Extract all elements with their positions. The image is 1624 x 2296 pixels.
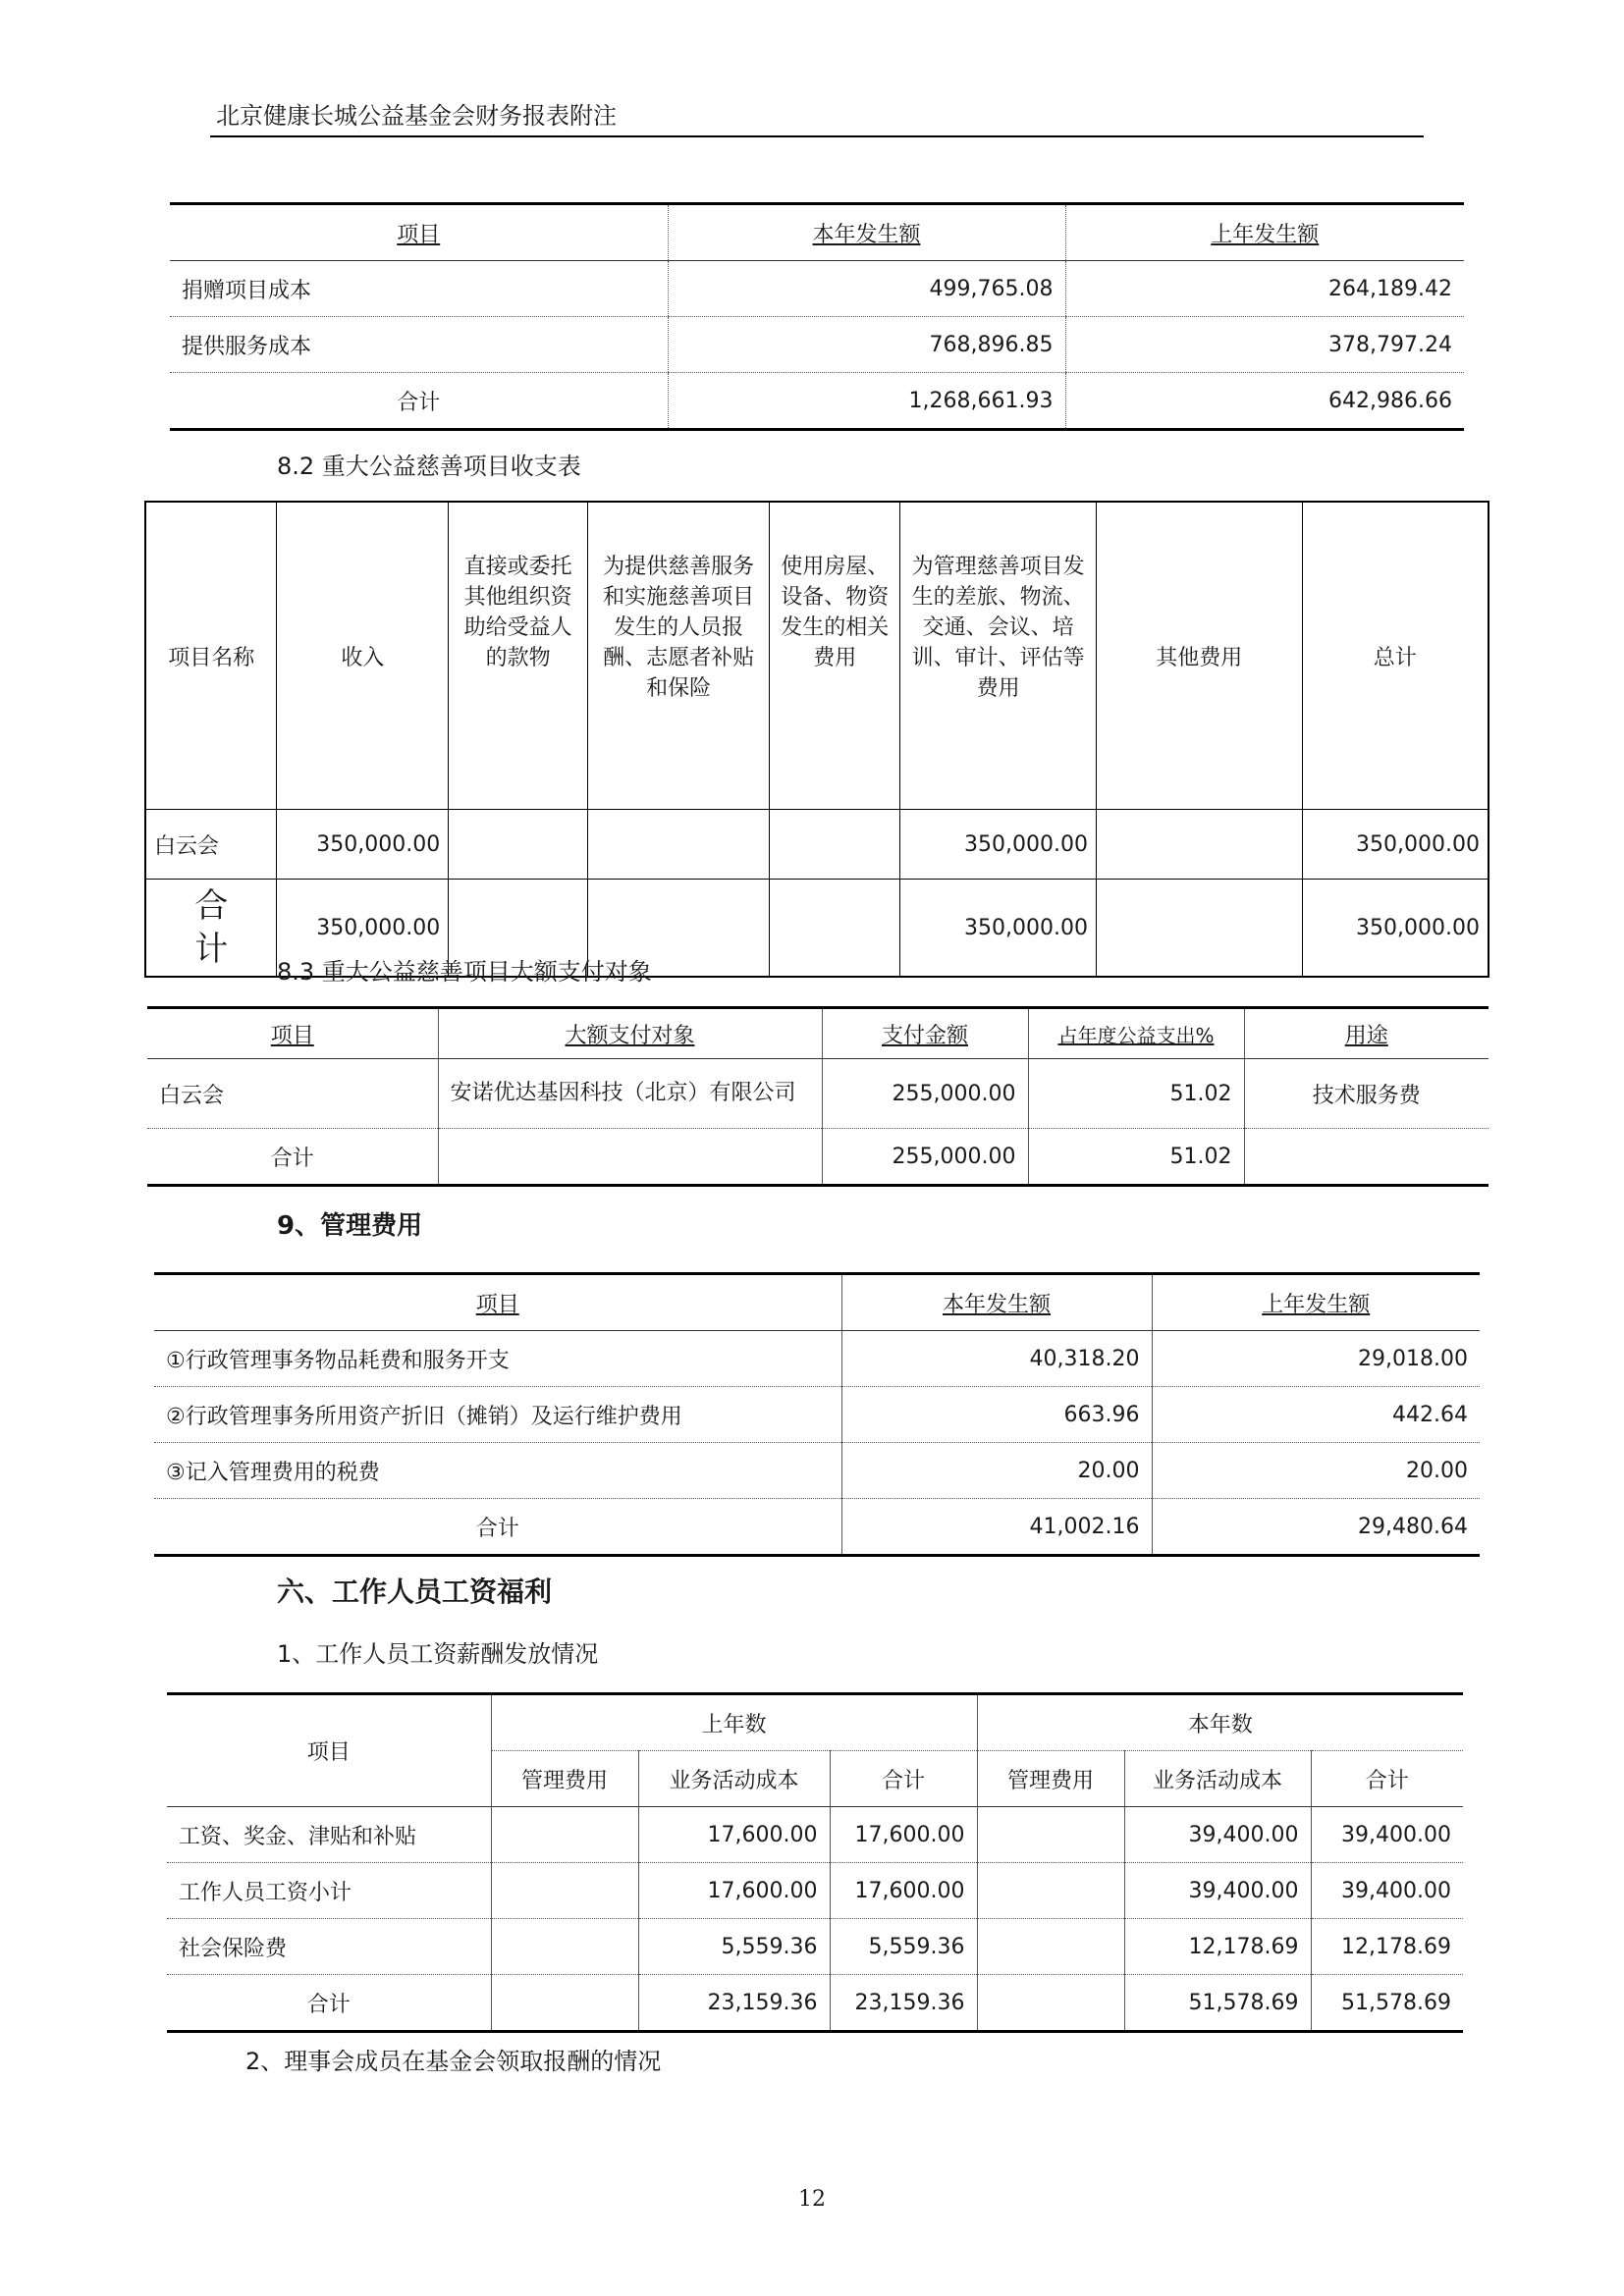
row-label: 合计 (306, 1992, 351, 2017)
current-amount: 1,268,661.93 (668, 373, 1065, 430)
section-heading: 8.3 重大公益慈善项目大额支付对象 (277, 958, 652, 986)
column-header: 占年度公益支出% (1028, 1008, 1244, 1059)
section-heading: 1、工作人员工资薪酬发放情况 (277, 1640, 599, 1668)
column-header: 上年发生额 (1152, 1274, 1480, 1331)
current-amount: 663.96 (841, 1387, 1152, 1443)
column-header: 项目名称 (145, 502, 277, 810)
table-header-row (170, 204, 1464, 261)
row-label: 合计 (270, 1146, 314, 1171)
charity-project-table (144, 501, 1489, 978)
payment-amount: 255,000.00 (822, 1059, 1028, 1129)
current-business: 51,578.69 (1124, 1975, 1311, 2032)
current-mgmt (977, 1975, 1124, 2032)
prior-mgmt (491, 1919, 638, 1975)
table-total-row (170, 373, 1464, 430)
column-header: 业务活动成本 (1124, 1751, 1311, 1807)
table-total-row (147, 1129, 1489, 1186)
column-header: 合计 (1311, 1751, 1463, 1807)
prior-mgmt (491, 1863, 638, 1919)
row-label: 合计 (194, 886, 229, 969)
prior-amount: 378,797.24 (1065, 317, 1464, 373)
income-amount: 350,000.00 (277, 810, 449, 880)
current-total: 39,400.00 (1311, 1863, 1463, 1919)
row-label: ②行政管理事务所用资产折旧（摊销）及运行维护费用 (154, 1387, 841, 1443)
table-header-row (145, 502, 1489, 810)
current-amount: 20.00 (841, 1443, 1152, 1499)
payment-amount: 255,000.00 (822, 1129, 1028, 1186)
section-heading: 2、理事会成员在基金会领取报酬的情况 (245, 2048, 662, 2075)
column-header: 用途 (1244, 1008, 1489, 1059)
column-header: 本年发生额 (668, 204, 1065, 261)
facility-cost-amount (770, 880, 900, 978)
column-header: 大额支付对象 (438, 1008, 822, 1059)
column-header: 上年发生额 (1065, 204, 1464, 261)
prior-total: 17,600.00 (830, 1807, 977, 1863)
document-header-title: 北京健康长城公益基金会财务报表附注 (216, 102, 617, 130)
table-row (147, 1059, 1489, 1129)
column-header: 支付金额 (822, 1008, 1028, 1059)
row-label: 提供服务成本 (170, 317, 668, 373)
table-row (167, 1863, 1463, 1919)
table-total-row (154, 1499, 1480, 1556)
column-header: 合计 (830, 1751, 977, 1807)
admin-cost-amount: 350,000.00 (900, 810, 1097, 880)
current-amount: 768,896.85 (668, 317, 1065, 373)
current-amount: 40,318.20 (841, 1331, 1152, 1387)
column-header: 其他费用 (1096, 502, 1302, 810)
table-header-row (147, 1008, 1489, 1059)
column-header: 为管理慈善项目发生的差旅、物流、交通、会议、培训、审计、评估等费用 (900, 502, 1097, 810)
column-header: 使用房屋、设备、物资发生的相关费用 (770, 502, 900, 810)
current-mgmt (977, 1807, 1124, 1863)
current-amount: 499,765.08 (668, 261, 1065, 317)
payment-use: 技术服务费 (1244, 1059, 1489, 1129)
prior-amount: 20.00 (1152, 1443, 1480, 1499)
row-label: 工资、奖金、津贴和补贴 (167, 1807, 491, 1863)
column-group-header: 上年数 (491, 1694, 977, 1751)
section-heading: 8.2 重大公益慈善项目收支表 (277, 453, 581, 480)
column-header: 管理费用 (491, 1751, 638, 1807)
table-row (170, 261, 1464, 317)
column-header: 直接或委托其他组织资助给受益人的款物 (449, 502, 588, 810)
row-label: 合计 (475, 1516, 519, 1541)
other-cost-amount (1096, 810, 1302, 880)
column-group-header: 本年数 (977, 1694, 1463, 1751)
header-rule (210, 135, 1424, 137)
management-expense-table (154, 1272, 1480, 1557)
column-header: 为提供慈善服务和实施慈善项目发生的人员报酬、志愿者补贴和保险 (587, 502, 770, 810)
large-payment-table (147, 1006, 1489, 1187)
payment-percent: 51.02 (1028, 1129, 1244, 1186)
row-label: ①行政管理事务物品耗费和服务开支 (154, 1331, 841, 1387)
prior-total: 5,559.36 (830, 1919, 977, 1975)
income-amount: 350,000.00 (277, 880, 449, 978)
section-heading: 9、管理费用 (277, 1211, 423, 1241)
prior-mgmt (491, 1975, 638, 2032)
table-row (154, 1331, 1480, 1387)
section-heading: 六、工作人员工资福利 (277, 1575, 553, 1608)
project-name: 白云会 (145, 810, 277, 880)
salary-table (167, 1692, 1463, 2033)
prior-amount: 264,189.42 (1065, 261, 1464, 317)
other-cost-amount (1096, 880, 1302, 978)
current-business: 12,178.69 (1124, 1919, 1311, 1975)
current-total: 12,178.69 (1311, 1919, 1463, 1975)
payee-name (438, 1129, 822, 1186)
prior-business: 23,159.36 (638, 1975, 830, 2032)
column-header: 项目 (147, 1008, 438, 1059)
staff-cost-amount (587, 810, 770, 880)
prior-business: 17,600.00 (638, 1807, 830, 1863)
prior-business: 5,559.36 (638, 1919, 830, 1975)
prior-amount: 29,018.00 (1152, 1331, 1480, 1387)
column-header: 项目 (170, 204, 668, 261)
prior-amount: 642,986.66 (1065, 373, 1464, 430)
payee-name: 安诺优达基因科技（北京）有限公司 (438, 1059, 822, 1129)
row-label: ③记入管理费用的税费 (154, 1443, 841, 1499)
table-header-row (154, 1274, 1480, 1331)
table-total-row (167, 1975, 1463, 2032)
table-row (154, 1387, 1480, 1443)
current-business: 39,400.00 (1124, 1807, 1311, 1863)
prior-mgmt (491, 1807, 638, 1863)
table-row (167, 1807, 1463, 1863)
row-label: 社会保险费 (167, 1919, 491, 1975)
current-business: 39,400.00 (1124, 1863, 1311, 1919)
column-header: 业务活动成本 (638, 1751, 830, 1807)
total-amount: 350,000.00 (1302, 880, 1489, 978)
total-amount: 350,000.00 (1302, 810, 1489, 880)
column-header: 项目 (167, 1694, 491, 1807)
prior-business: 17,600.00 (638, 1863, 830, 1919)
current-mgmt (977, 1863, 1124, 1919)
column-header: 总计 (1302, 502, 1489, 810)
payment-use (1244, 1129, 1489, 1186)
prior-amount: 442.64 (1152, 1387, 1480, 1443)
facility-cost-amount (770, 810, 900, 880)
table-row (154, 1443, 1480, 1499)
page-number: 12 (798, 2187, 826, 2212)
prior-total: 17,600.00 (830, 1863, 977, 1919)
row-label: 合计 (170, 373, 668, 430)
payment-percent: 51.02 (1028, 1059, 1244, 1129)
table-row (167, 1919, 1463, 1975)
column-header: 收入 (277, 502, 449, 810)
column-header: 本年发生额 (841, 1274, 1152, 1331)
table-row (145, 810, 1489, 880)
grant-amount (449, 810, 588, 880)
total-label-cell (145, 880, 277, 978)
current-mgmt (977, 1919, 1124, 1975)
admin-cost-amount: 350,000.00 (900, 880, 1097, 978)
current-total: 51,578.69 (1311, 1975, 1463, 2032)
prior-total: 23,159.36 (830, 1975, 977, 2032)
column-header: 管理费用 (977, 1751, 1124, 1807)
row-label: 捐赠项目成本 (170, 261, 668, 317)
row-label: 白云会 (147, 1059, 438, 1129)
table-row (170, 317, 1464, 373)
table-header-row (167, 1694, 1463, 1751)
row-label: 工作人员工资小计 (167, 1863, 491, 1919)
current-total: 39,400.00 (1311, 1807, 1463, 1863)
column-header: 项目 (154, 1274, 841, 1331)
current-amount: 41,002.16 (841, 1499, 1152, 1556)
prior-amount: 29,480.64 (1152, 1499, 1480, 1556)
cost-table (170, 202, 1464, 431)
